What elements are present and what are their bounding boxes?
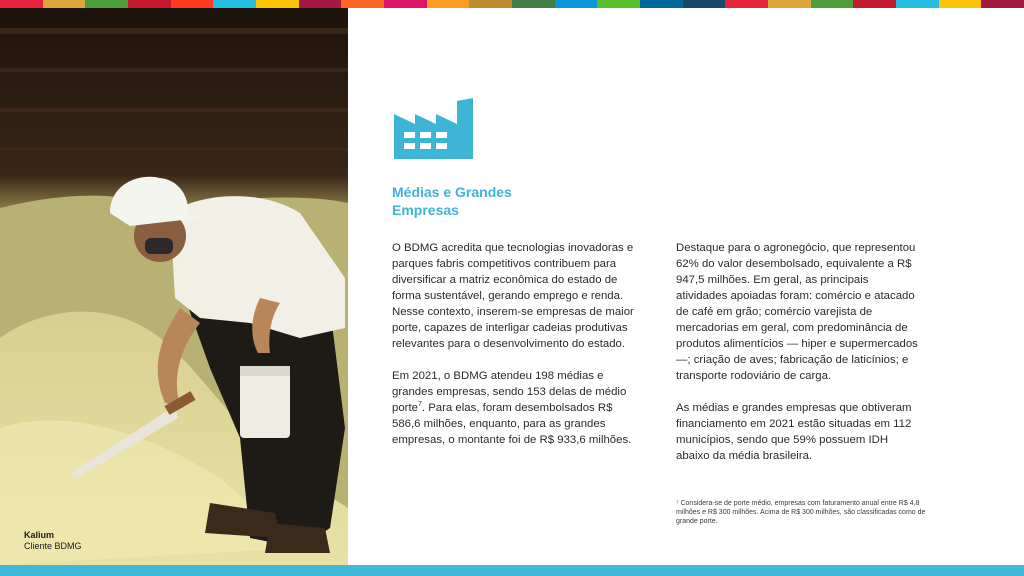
- top-bar-segment: [597, 0, 640, 8]
- top-bar-segment: [896, 0, 939, 8]
- caption-label: Cliente BDMG: [24, 541, 82, 551]
- top-bar-segment: [469, 0, 512, 8]
- right-paragraph-2: As médias e grandes empresas que obtiveram financiamento em 2021 estão situadas em 112 municípios, sendo que 59% possuem IDH abaixo da média brasileira.: [676, 402, 912, 462]
- top-bar-segment: [725, 0, 768, 8]
- top-color-bar: [0, 0, 1024, 8]
- factory-icon: [391, 98, 477, 160]
- footnote: ⁷ Considera-se de porte médio, empresas com faturamento anual entre R$ 4,8 milhões e R$ 300 milhões. Acima de R$ 300 milhões, são classificadas como de grande porte.: [676, 500, 926, 525]
- top-bar-segment: [213, 0, 256, 8]
- top-bar-segment: [939, 0, 982, 8]
- top-bar-segment: [640, 0, 683, 8]
- left-text-column: [392, 240, 638, 464]
- caption-company: Kalium: [24, 530, 55, 540]
- top-bar-segment: [256, 0, 299, 8]
- top-bar-segment: [85, 0, 128, 8]
- bottom-color-bar: [0, 565, 1024, 576]
- right-paragraph-1: Destaque para o agronegócio, que representou 62% do valor desembolsado, equivalente a R$ 947,5 milhões. Em geral, as principais atividades apoiadas foram: comércio e atacado de café em grão; comércio varejista de mercadorias em geral, com predominância de produtos alimentícios — hiper e supermercados —; criação de aves; fabricação de laticínios; e transporte rodoviário de carga.: [676, 242, 918, 382]
- top-bar-segment: [853, 0, 896, 8]
- top-bar-segment: [341, 0, 384, 8]
- section-title-line2: Empresas: [392, 202, 459, 218]
- top-bar-segment: [128, 0, 171, 8]
- top-bar-segment: [299, 0, 342, 8]
- top-bar-segment: [811, 0, 854, 8]
- worker-photo: [0, 8, 348, 565]
- top-bar-segment: [171, 0, 214, 8]
- top-bar-segment: [683, 0, 726, 8]
- left-paragraph-2: [392, 368, 638, 448]
- left-paragraph-2-start: Em 2021, o BDMG atendeu 198 médias e grandes empresas, sendo 153 delas de médio porte: [392, 370, 627, 414]
- footnote-marker: 7: [417, 401, 422, 409]
- top-bar-segment: [427, 0, 470, 8]
- top-bar-segment: [0, 0, 43, 8]
- top-bar-segment: [555, 0, 598, 8]
- section-title-line1: Médias e Grandes: [392, 184, 512, 200]
- top-bar-segment: [43, 0, 86, 8]
- photo-caption: [24, 530, 82, 552]
- right-text-column: [676, 240, 922, 480]
- top-bar-segment: [384, 0, 427, 8]
- top-bar-segment: [768, 0, 811, 8]
- top-bar-segment: [981, 0, 1024, 8]
- left-paragraph-1: O BDMG acredita que tecnologias inovadoras e parques fabris competitivos contribuem para diversificar a matriz econômica do estado de forma sustentável, gerando emprego e renda. Nesse contexto, inserem-se empresas de maior porte, capazes de interligar cadeias produtivas relevantes para o desenvolvimento do estado.: [392, 242, 634, 350]
- left-paragraph-2-end: . Para elas, foram desembolsados R$ 586,6 milhões, enquanto, para as grandes empresas, o montante foi de R$ 933,6 milhões.: [392, 402, 632, 446]
- section-title: [392, 183, 592, 219]
- top-bar-segment: [512, 0, 555, 8]
